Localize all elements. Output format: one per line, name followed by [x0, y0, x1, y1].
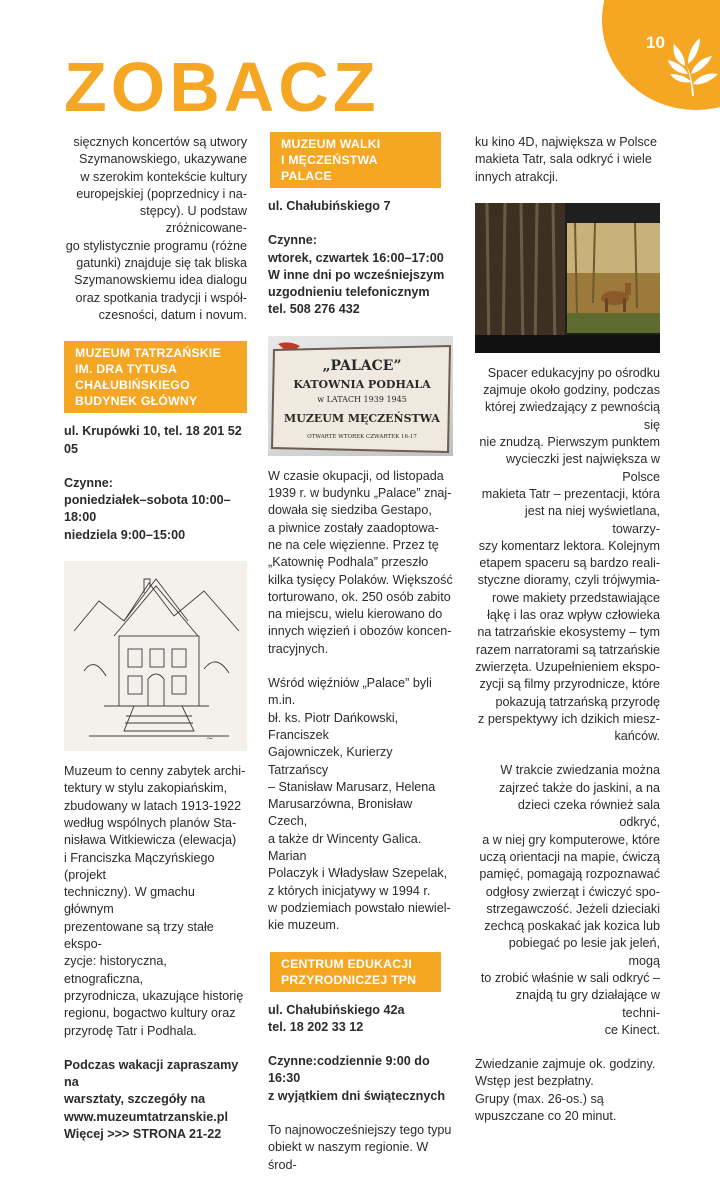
- text-line: oraz spotkania tradycji i współ-: [75, 290, 247, 305]
- text-line: zajmuje około godziny, podczas: [483, 383, 660, 398]
- header-line: BUDYNEK GŁÓWNY: [75, 394, 198, 409]
- text-line: innych atrakcji.: [475, 169, 559, 184]
- hours-line: W inne dni po wcześniejszym: [268, 267, 445, 282]
- text-line: kańców.: [614, 729, 660, 744]
- text-line: na miejscu, wielu kierowano do: [268, 607, 443, 622]
- hours-line: wtorek, czwartek 16:00–17:00: [268, 250, 444, 265]
- text-line: – Stanisław Marusarz, Helena: [268, 779, 436, 794]
- text-line: To najnowocześniejszy tego typu: [268, 1122, 452, 1137]
- text-line: obiekt w naszym regionie. W środ-: [268, 1140, 429, 1172]
- wheat-leaf-icon: [664, 34, 720, 98]
- text-line: Wstęp jest bezpłatny.: [475, 1074, 594, 1089]
- text-line: Zwiedzanie zajmuje ok. godziny.: [475, 1057, 656, 1072]
- palace-history: [268, 468, 453, 658]
- sign-line: MUZEUM MĘCZEŃSTWA: [284, 411, 440, 425]
- hours-line: Czynne:: [268, 233, 317, 248]
- text-line: zechcą poskakać jak kozica lub: [484, 919, 660, 934]
- more-link[interactable]: Więcej >>> STRONA 21-22: [64, 1126, 222, 1141]
- text-line: Polaczyk i Władysław Szepelak,: [268, 866, 448, 881]
- phone: tel. 508 276 432: [268, 302, 360, 317]
- text-line: której zwiedzający z pewnością się: [485, 400, 660, 432]
- header-line: IM. DRA TYTUSA: [75, 362, 178, 377]
- text-line: gatunki) znajduje się tak bliska: [76, 256, 247, 271]
- address: [268, 1002, 453, 1037]
- address: ul. Krupówki 10, tel. 18 201 52 05: [64, 424, 242, 456]
- hours-line: poniedziałek–sobota 10:00–18:00: [64, 493, 231, 525]
- opening-hours: [268, 232, 453, 318]
- text-line: torturowano, ok. 250 osób zabito: [268, 589, 451, 604]
- hours-line: uzgodnieniu telefonicznym: [268, 285, 430, 300]
- header-line: CENTRUM EDUKACJI: [281, 956, 412, 971]
- text-line: dzieci czeka również sala odkryć,: [517, 798, 660, 830]
- header-line: PRZYRODNICZEJ TPN: [281, 972, 417, 987]
- diorama-image: [475, 203, 660, 353]
- palace-prisoners: [268, 675, 453, 934]
- column-2: [268, 132, 453, 1191]
- text-line: stępcy). U podstaw zróżnicowane-: [139, 204, 247, 236]
- section-header-muzeum-palace: [270, 132, 441, 188]
- text-line: a piwnice zostały zaadoptowa-: [268, 520, 439, 535]
- text-line: dowała się siedziba Gestapo,: [268, 503, 432, 518]
- tour-description: [475, 365, 660, 746]
- centrum-intro: [268, 1122, 453, 1174]
- museum-description: [64, 763, 247, 1040]
- svg-text:~: ~: [206, 734, 214, 745]
- text-line: na tatrzańskie ekosystemy – tym: [477, 625, 660, 640]
- text-line: z których inicjatywy w 1994 r.: [268, 883, 431, 898]
- intro-paragraph: [64, 134, 247, 324]
- text-line: czesności, datum i novum.: [98, 307, 247, 322]
- text-line: sięcznych koncertów są utwory: [73, 135, 247, 149]
- page-number: 10: [646, 33, 665, 52]
- text-line: wycieczki jest największa w Polsce: [506, 452, 660, 484]
- text-line: Wśród więźniów „Palace” byli m.in.: [268, 676, 432, 708]
- text-line: strzegawczość. Jeżeli dzieciaki: [486, 901, 660, 916]
- address: ul. Chałubińskiego 7: [268, 199, 391, 213]
- text-line: Grupy (max. 26-os.) są: [475, 1091, 604, 1106]
- text-line: bł. ks. Piotr Dańkowski, Franciszek: [268, 710, 399, 742]
- text-line: techniczny). W gmachu głównym: [64, 885, 195, 917]
- sign-line: KATOWNIA PODHALA: [293, 377, 431, 391]
- text-line: jest na niej wyświetlana, towarzy-: [524, 504, 660, 536]
- hours-label: Czynne:: [64, 475, 113, 490]
- text-line: „Katownię Podhala” przeszło: [268, 555, 429, 570]
- text-line: to zrobić właśnie w sali odkryć –: [480, 970, 660, 985]
- text-line: uczą orientacji na mapie, ćwiczą: [479, 849, 660, 864]
- text-line: tracyjnych.: [268, 641, 329, 656]
- text-line: regionu, bogactwo kultury oraz: [64, 1006, 236, 1021]
- text-line: W trakcie zwiedzania można: [500, 763, 660, 778]
- text-line: ku kino 4D, największa w Polsce: [475, 135, 657, 149]
- text-line: innych więzień i obozów koncen-: [268, 624, 452, 639]
- text-line: Gajowniczek, Kurierzy Tatrzańscy: [268, 745, 393, 777]
- text-line: w szerokim kontekście kultury: [80, 169, 247, 184]
- phone: tel. 18 202 33 12: [268, 1019, 364, 1034]
- text-line: z perspektywy ich dzikich miesz-: [478, 711, 660, 726]
- text-line: Podczas wakacji zapraszamy na: [64, 1057, 239, 1090]
- hours-line: niedziela 9:00–15:00: [64, 527, 186, 542]
- header-line: I MĘCZEŃSTWA PALACE: [281, 153, 378, 183]
- text-line: zycji są filmy przyrodnicze, które: [479, 677, 660, 692]
- text-line: zbudowany w latach 1913-1922: [64, 798, 242, 813]
- text-line: etapem spaceru są bardzo reali-: [479, 556, 660, 571]
- text-line: wpuszczane co 20 minut.: [475, 1109, 617, 1124]
- sign-line: „PALACE”: [322, 357, 402, 374]
- section-header-muzeum-tatrzanskie: [64, 341, 247, 413]
- sign-line: w LATACH 1939 1945: [317, 394, 407, 404]
- text-line: pobiegać po lesie jak jeleń, mogą: [508, 936, 660, 968]
- text-line: makieta Tatr – prezentacji, która: [481, 486, 660, 501]
- text-line: razem narratorami są tatrzańskie: [475, 642, 660, 657]
- text-line: pamięć, pomagają rozpoznawać: [479, 867, 660, 882]
- text-line: zycje: historyczna, etnograficzna,: [64, 954, 167, 986]
- text-line: według wspólnych planów Sta-: [64, 815, 237, 830]
- opening-hours: [64, 475, 247, 544]
- hours-line: Czynne:codziennie 9:00 do 16:30: [268, 1054, 430, 1086]
- text-line: 1939 r. w budynku „Palace” znaj-: [268, 486, 452, 501]
- workshop-invite: [64, 1057, 247, 1143]
- text-line: go stylistycznie programu (różne: [65, 238, 247, 253]
- text-line: warsztaty, szczegóły na: [64, 1092, 206, 1107]
- header-line: MUZEUM WALKI: [281, 137, 381, 151]
- text-line: Szymanowskiemu idea dialogu: [74, 273, 247, 288]
- text-line: Spacer edukacyjny po ośrodku: [487, 365, 660, 380]
- discovery-room-description: [475, 762, 660, 1039]
- text-line: pokazują tatrzańską przyrodę: [495, 694, 660, 709]
- text-line: Szymanowskiego, ukazywane: [79, 152, 247, 167]
- text-line: kilka tysięcy Polaków. Większość: [268, 572, 453, 587]
- header-line: MUZEUM TATRZAŃSKIE: [75, 346, 221, 361]
- text-line: ce Kinect.: [604, 1022, 660, 1037]
- text-line: nie znudzą. Pierwszym punktem: [479, 435, 660, 450]
- text-line: przyrodę Tatr i Podhala.: [64, 1023, 197, 1038]
- text-line: zajrzeć także do jaskini, a na: [498, 780, 660, 795]
- page-title: ZOBACZ: [64, 48, 380, 126]
- text-line: rowe makiety przedstawiające: [492, 590, 660, 605]
- text-line: tektury w stylu zakopiańskim,: [64, 781, 228, 796]
- text-line: Marusarzówna, Bronisław Czech,: [268, 797, 413, 829]
- text-line: a w niej gry komputerowe, które: [482, 832, 660, 847]
- opening-hours: [268, 1053, 453, 1105]
- text-line: odgłosy zwierząt i ćwiczyć spo-: [485, 884, 660, 899]
- text-line: i Franciszka Mączyńskiego (projekt: [64, 850, 215, 882]
- text-line: europejskiej (poprzednicy i na-: [76, 186, 247, 201]
- text-line: prezentowane są trzy stałe ekspo-: [64, 919, 214, 952]
- text-line: zwierzęta. Uzupełnieniem ekspo-: [475, 659, 660, 674]
- text-line: przyrodnicza, ukazujące historię: [64, 988, 244, 1003]
- text-line: ul. Chałubińskiego 42a: [268, 1002, 405, 1017]
- text-line: w podziemiach powstało niewiel-: [268, 900, 451, 915]
- text-line: W czasie okupacji, od listopada: [268, 468, 444, 483]
- text-line: a także dr Wincenty Galica. Marian: [268, 831, 422, 864]
- website-link[interactable]: www.muzeumtatrzanskie.pl: [64, 1109, 228, 1124]
- text-line: nisława Witkiewicza (elewacja): [64, 833, 237, 848]
- palace-sign-image: [268, 336, 453, 456]
- museum-sketch-image: [64, 561, 247, 751]
- sign-line: OTWARTE WTOREK CZWARTEK 16-17: [307, 433, 417, 440]
- text-line: makieta Tatr, sala odkryć i wiele: [475, 152, 652, 167]
- column-1: [64, 134, 247, 1160]
- centrum-intro-continued: [475, 134, 660, 186]
- text-line: kie muzeum.: [268, 918, 340, 933]
- text-line: szy komentarz lektora. Kolejnym: [478, 538, 660, 553]
- section-header-centrum-edukacji: [270, 952, 441, 992]
- text-line: styczne dioramy, czyli trójwymia-: [477, 573, 660, 588]
- hours-line: z wyjątkiem dni świątecznych: [268, 1088, 446, 1103]
- text-line: Muzeum to cenny zabytek archi-: [64, 764, 246, 779]
- header-line: CHAŁUBIŃSKIEGO: [75, 378, 190, 393]
- column-3: [475, 134, 660, 1142]
- text-line: ne na cele więzienne. Przez tę: [268, 537, 439, 552]
- text-line: znajdą tu gry działające w techni-: [515, 988, 660, 1020]
- visit-info: [475, 1056, 660, 1125]
- text-line: łąkę i las oraz wpływ człowieka: [487, 608, 660, 623]
